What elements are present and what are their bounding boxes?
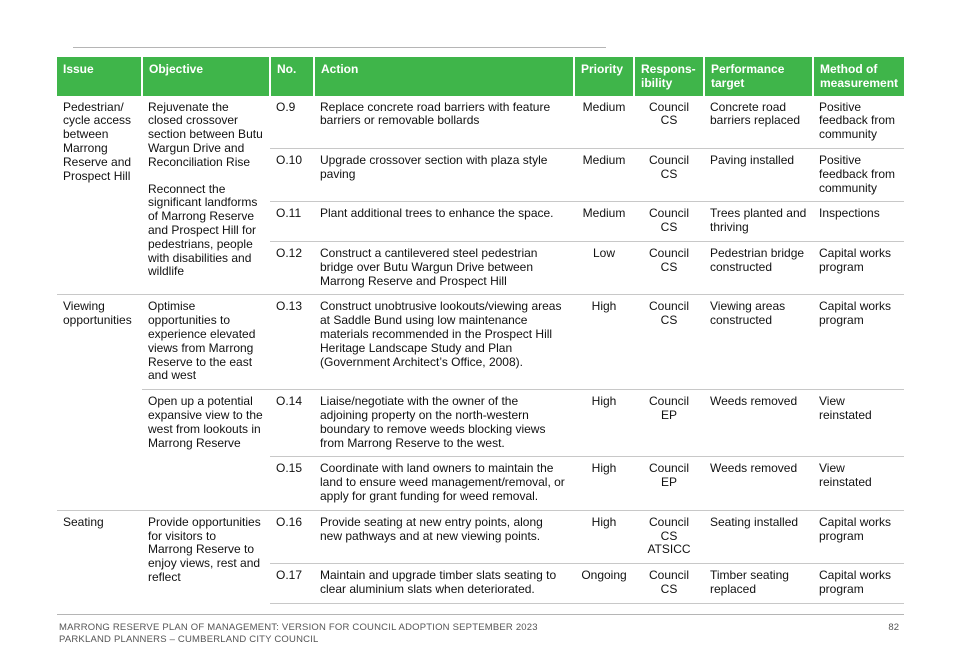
performance-target-cell: Concrete road barriers replaced <box>710 99 801 128</box>
performance-target-cell: Weeds removed <box>704 390 813 457</box>
table-row <box>57 295 904 390</box>
header-responsibility: Respons-ibility <box>634 57 704 96</box>
objective-text: Rejuvenate the closed crossover section between Butu Wargun Drive and Reconciliation Rise <box>148 99 263 169</box>
action-number: O.9 <box>276 99 296 114</box>
responsibility-cell: Council CS <box>634 564 704 604</box>
action-text: Plant additional trees to enhance the space. <box>314 202 574 242</box>
responsibility-cell: Council CS <box>634 295 704 390</box>
measurement-cell: View reinstated <box>813 390 904 457</box>
action-number: O.12 <box>270 241 314 294</box>
objective-cell: Open up a potential expansive view to the west from lookouts in Marrong Reserve <box>142 390 270 511</box>
action-text: Liaise/negotiate with the owner of the adjoining property on the north-western boundary to remove weeds blocking views from Marrong Reserve to the west. <box>314 390 574 457</box>
plan-of-management-table <box>57 57 904 604</box>
action-number: O.16 <box>270 510 314 563</box>
header-method-of-measurement: Method of measurement <box>813 57 904 96</box>
measurement-cell: View reinstated <box>813 457 904 510</box>
performance-target-cell: Paving installed <box>704 148 813 201</box>
table-row <box>57 96 904 149</box>
responsibility-cell: Council CS <box>634 241 704 294</box>
performance-target-cell: Trees planted and thriving <box>704 202 813 242</box>
responsibility-cell: Council CS <box>634 202 704 242</box>
measurement-cell: Capital works program <box>813 510 904 563</box>
responsibility-cell: Council EP <box>634 390 704 457</box>
performance-target-cell: Pedestrian bridge constructed <box>704 241 813 294</box>
measurement-cell: Inspections <box>813 202 904 242</box>
measurement-cell: Capital works program <box>813 295 904 390</box>
action-text: Coordinate with land owners to maintain the land to ensure weed management/removal, or apply for grant funding for weed removal. <box>314 457 574 510</box>
priority-cell: Medium <box>582 99 626 114</box>
action-text: Maintain and upgrade timber slats seating to clear aluminium slats when deteriorated. <box>314 564 574 604</box>
top-rule <box>73 47 606 48</box>
objective-cell: Optimise opportunities to experience elevated views from Marrong Reserve to the east and west <box>142 295 270 390</box>
measurement-cell: Positive feedback from community <box>819 99 896 142</box>
table-header-row <box>57 57 904 96</box>
measurement-cell: Capital works program <box>813 241 904 294</box>
priority-cell: Ongoing <box>574 564 634 604</box>
performance-target-cell: Timber seating replaced <box>704 564 813 604</box>
header-issue: Issue <box>57 57 142 96</box>
action-text: Construct unobtrusive lookouts/viewing areas at Saddle Bund using low maintenance materials recommended in the Prospect Hill Heritage Landscape Study and Plan (Government Architect’s Office, 2008). <box>314 295 574 390</box>
action-number: O.15 <box>270 457 314 510</box>
header-performance-target: Performance target <box>704 57 813 96</box>
header-no: No. <box>270 57 314 96</box>
responsibility-cell: Council CS <box>634 148 704 201</box>
objective-cell <box>142 96 270 295</box>
action-text: Construct a cantilevered steel pedestrian bridge over Butu Wargun Drive between Marrong Reserve and Prospect Hill <box>314 241 574 294</box>
issue-cell: Viewing opportunities <box>57 295 142 510</box>
performance-target-cell: Viewing areas constructed <box>704 295 813 390</box>
performance-target-cell: Weeds removed <box>704 457 813 510</box>
issue-cell: Pedestrian/ cycle access between Marrong Reserve and Prospect Hill <box>63 99 132 183</box>
priority-cell: Low <box>574 241 634 294</box>
objective-text: Reconnect the significant landforms of Marrong Reserve and Prospect Hill for pedestrians, people with disabilities and wildlife <box>148 181 258 279</box>
action-number: O.10 <box>270 148 314 201</box>
header-objective: Objective <box>142 57 270 96</box>
priority-cell: Medium <box>574 202 634 242</box>
page-number: 82 <box>888 622 899 633</box>
action-text: Replace concrete road barriers with feature barriers or removable bollards <box>320 99 551 128</box>
issue-cell: Seating <box>57 510 142 603</box>
priority-cell: Medium <box>574 148 634 201</box>
responsibility-cell: Council EP <box>634 457 704 510</box>
table-row <box>57 510 904 563</box>
action-text: Provide seating at new entry points, along new pathways and at new viewing points. <box>314 510 574 563</box>
header-priority: Priority <box>574 57 634 96</box>
table-row <box>57 390 904 457</box>
action-number: O.13 <box>270 295 314 390</box>
footer-organisation: PARKLAND PLANNERS – CUMBERLAND CITY COUNCIL <box>59 634 319 645</box>
performance-target-cell: Seating installed <box>704 510 813 563</box>
priority-cell: High <box>574 390 634 457</box>
page-footer <box>59 622 538 646</box>
responsibility-cell: Council CS <box>648 99 690 128</box>
objective-cell: Provide opportunities for visitors to Marrong Reserve to enjoy views, rest and reflect <box>142 510 270 603</box>
action-number: O.17 <box>270 564 314 604</box>
priority-cell: High <box>574 457 634 510</box>
priority-cell: High <box>574 510 634 563</box>
footer-document-title: MARRONG RESERVE PLAN OF MANAGEMENT: VERSION FOR COUNCIL ADOPTION SEPTEMBER 2023 <box>59 622 538 633</box>
header-action: Action <box>314 57 574 96</box>
footer-rule <box>57 614 904 615</box>
responsibility-cell: Council CS ATSICC <box>634 510 704 563</box>
measurement-cell: Positive feedback from community <box>813 148 904 201</box>
action-number: O.11 <box>270 202 314 242</box>
action-text: Upgrade crossover section with plaza style paving <box>314 148 574 201</box>
measurement-cell: Capital works program <box>813 564 904 604</box>
action-number: O.14 <box>270 390 314 457</box>
priority-cell: High <box>574 295 634 390</box>
